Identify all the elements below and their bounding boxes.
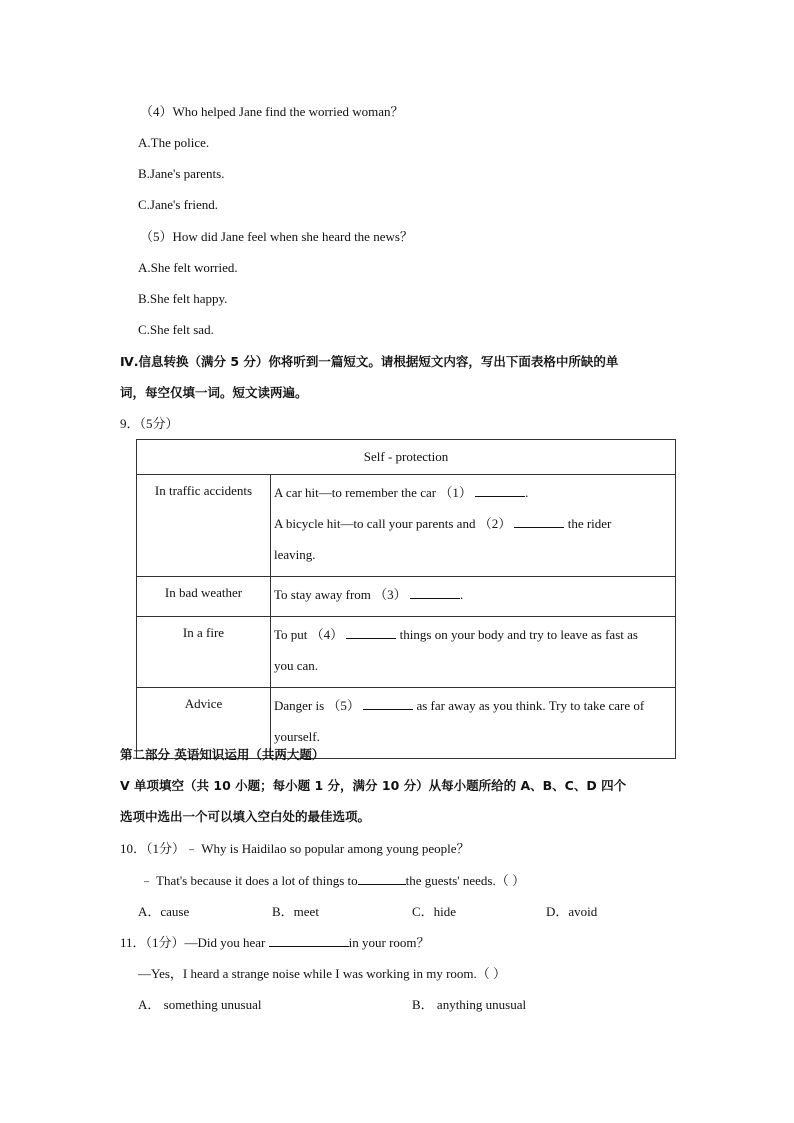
section5-instruction-line2: 选项中选出一个可以填入空白处的最佳选项。 (120, 809, 371, 824)
row-label-traffic: In traffic accidents (137, 475, 271, 577)
table-title: Self - protection (137, 440, 676, 475)
q4-option-b: B.Jane's parents. (138, 166, 225, 181)
section4-instruction-line2: 词，每空仅填一词。短文读两遍。 (120, 385, 308, 400)
q10-question: 10．（1分）﹣ Why is Haidilao so popular among young people？ (120, 841, 470, 856)
q11-question: 11．（1分）—Did you hear in your room？ (120, 935, 430, 950)
q11-reply: —Yes，I heard a strange noise while I was working in my room.（ ） (138, 966, 507, 981)
row-label-weather: In bad weather (137, 577, 271, 617)
q10-option-a: A．cause (138, 904, 190, 919)
answer-blank-2[interactable] (514, 527, 564, 528)
row-content-traffic: A car hit—to remember the car （1） . A bicycle hit—to call your parents and （2） the rider leaving. (271, 475, 676, 577)
q10-reply: ﹣ That's because it does a lot of things to the guests' needs.（ ） (140, 873, 525, 888)
answer-blank-3[interactable] (410, 598, 460, 599)
section4-instruction-line1: Ⅳ.信息转换（满分 5 分）你将听到一篇短文。请根据短文内容，写出下面表格中所缺的单 (120, 354, 619, 369)
answer-blank-4[interactable] (346, 638, 396, 639)
row-content-advice: Danger is （5） as far away as you think. Try to take care of yourself. (271, 688, 676, 759)
q9-label: 9．（5分） (120, 416, 179, 431)
row-label-advice: Advice (137, 688, 271, 759)
row-content-fire: To put （4） things on your body and try to leave as fast as you can. (271, 617, 676, 688)
q11-option-b: B． anything unusual (412, 997, 527, 1012)
q4-option-a: A.The police. (138, 135, 210, 150)
q10-option-c: C．hide (412, 904, 457, 919)
q10-option-b: B．meet (272, 904, 319, 919)
row-content-weather: To stay away from （3） . (271, 577, 676, 617)
answer-blank-5[interactable] (363, 709, 413, 710)
self-protection-table (136, 439, 676, 759)
q4-option-c: C.Jane's friend. (138, 197, 218, 212)
q5-option-a: A.She felt worried. (138, 260, 238, 275)
answer-blank-1[interactable] (475, 496, 525, 497)
q5-option-b: B.She felt happy. (138, 291, 228, 306)
row-label-fire: In a fire (137, 617, 271, 688)
q10-answer-blank[interactable] (358, 884, 406, 885)
q5-question: （5）How did Jane feel when she heard the news？ (140, 229, 413, 244)
part2-title: 第二部分 英语知识运用（共两大题） (120, 747, 325, 762)
section5-instruction-line1: V 单项填空（共 10 小题；每小题 1 分，满分 10 分）从每小题所给的 A、B、C、D 四个 (120, 778, 627, 793)
q11-answer-blank[interactable] (269, 946, 349, 947)
q4-question: （4）Who helped Jane find the worried woman？ (140, 104, 404, 119)
q10-option-d: D．avoid (546, 904, 598, 919)
q11-option-a: A． something unusual (138, 997, 262, 1012)
q5-option-c: C.She felt sad. (138, 322, 214, 337)
